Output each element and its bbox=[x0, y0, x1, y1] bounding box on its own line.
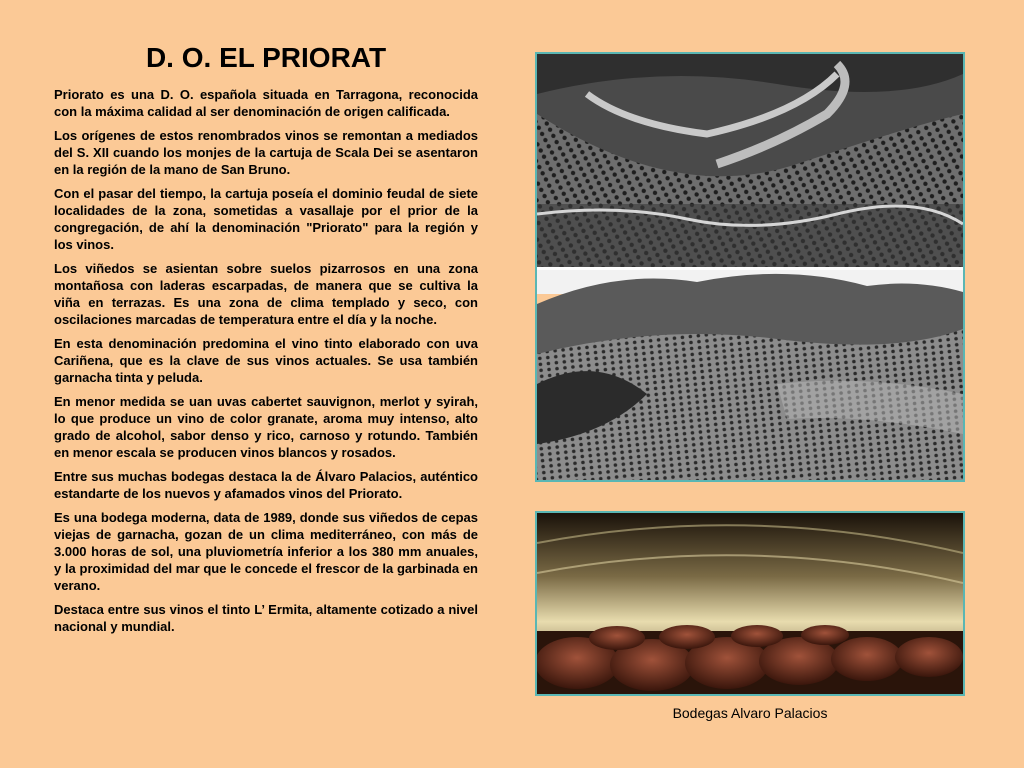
paragraph-8: Es una bodega moderna, data de 1989, donde sus viñedos de cepas viejas de garnacha, gozan de un clima mediterráneo, con más de 3.000 horas de sol, una pluviometría inferior a los 380 mm anuales, y la proximidad del mar que le concede el frescor de la garbinada en verano. bbox=[54, 510, 478, 593]
vineyard-photo bbox=[535, 52, 965, 482]
paragraph-5: En esta denominación predomina el vino tinto elaborado con uva Cariñena, que es la clave de sus vinos actuales. Se usa también garnacha tinta y peluda. bbox=[54, 336, 478, 385]
barrel-cellar-illustration bbox=[537, 513, 963, 694]
article-body bbox=[54, 86, 478, 642]
paragraph-3: Con el pasar del tiempo, la cartuja poseía el dominio feudal de siete localidades de la zona, sometidas a vasallaje por el prior de la congregación, de ahí la denominación "Priorato" para la región y los vinos. bbox=[54, 186, 478, 252]
paragraph-6: En menor medida se uan uvas cabertet sauvignon, merlot y syirah, lo que produce un vino de color granate, aroma muy intenso, alto grado de alcohol, sabor denso y rico, carnoso y rotundo. También en menor escala se producen vinos blancos y rosados. bbox=[54, 394, 478, 460]
photo-caption: Bodegas Alvaro Palacios bbox=[672, 705, 828, 721]
page-title: D. O. EL PRIORAT bbox=[145, 42, 387, 73]
paragraph-4: Los viñedos se asientan sobre suelos pizarrosos en una zona montañosa con laderas escarpadas, de manera que se cultiva la viña en terrazas. Es una zona de clima templado y seco, con oscilaciones marcadas de temperatura entre el día y la noche. bbox=[54, 261, 478, 327]
paragraph-1: Priorato es una D. O. española situada en Tarragona, reconocida con la máxima calidad al ser denominación de origen calificada. bbox=[54, 87, 478, 119]
paragraph-7: Entre sus muchas bodegas destaca la de Álvaro Palacios, auténtico estandarte de los nuevos y afamados vinos del Priorato. bbox=[54, 469, 478, 501]
vineyard-illustration bbox=[537, 54, 963, 480]
barrel-cellar-photo bbox=[535, 511, 965, 696]
paragraph-2: Los orígenes de estos renombrados vinos se remontan a mediados del S. XII cuando los monjes de la cartuja de Scala Dei se asentaron en la región de la mano de San Bruno. bbox=[54, 128, 478, 177]
paragraph-9: Destaca entre sus vinos el tinto L’ Ermita, altamente cotizado a nivel nacional y mundial. bbox=[54, 602, 478, 634]
